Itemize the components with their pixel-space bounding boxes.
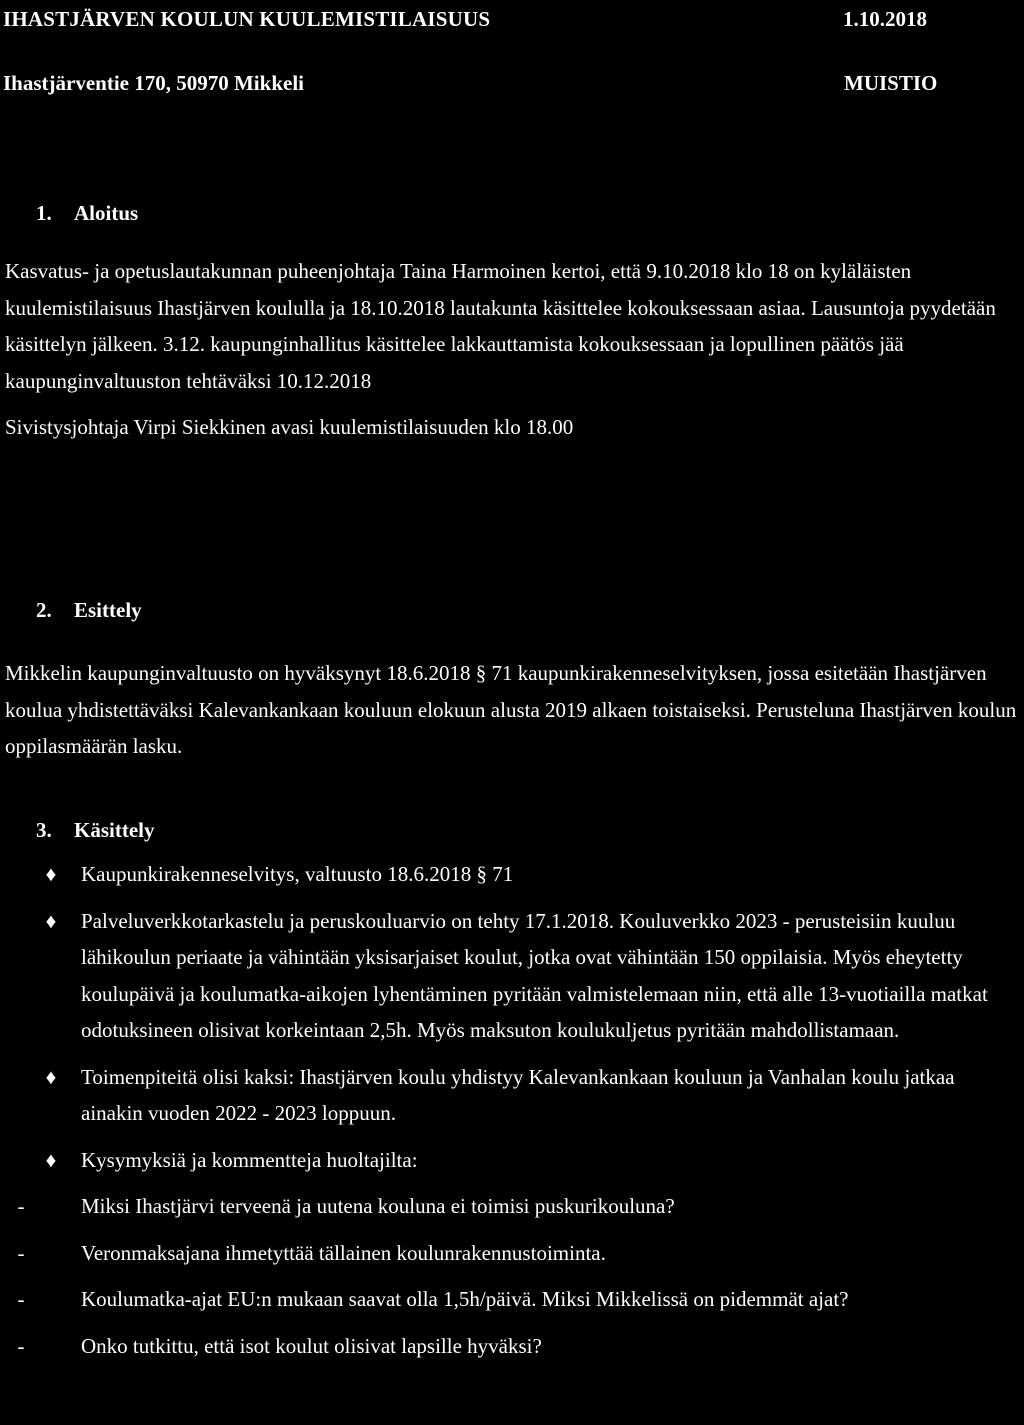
section-2-heading [36, 598, 142, 622]
list-item [5, 1188, 1021, 1225]
list-item-text: Kysymyksiä ja kommentteja huoltajilta: [81, 1147, 418, 1172]
dash-bullet-icon: - [17, 1287, 25, 1311]
section-number: 1. [36, 201, 52, 225]
list-item [5, 1142, 1021, 1179]
list-item [5, 1235, 1021, 1272]
list-item-text: Miksi Ihastjärvi terveenä ja uutena kouluna ei toimisi puskurikouluna? [81, 1194, 675, 1218]
document-organization: IHASTJÄRVEN KOULUN KUULEMISTILAISUUS [3, 7, 491, 31]
document-type: MUISTIO [844, 71, 938, 95]
list-item [5, 1328, 1021, 1365]
section-number: 2. [36, 598, 52, 622]
paragraph: Sivistysjohtaja Virpi Siekkinen avasi kuulemistilaisuuden klo 18.00 [5, 415, 574, 439]
section-number: 3. [36, 818, 52, 842]
list-item [5, 1059, 1021, 1132]
list-item-text: Kaupunkirakenneselvitys, valtuusto 18.6.2018 § 71 [81, 862, 514, 886]
diamond-bullet-icon: ♦ [45, 1064, 57, 1089]
section-title: Aloitus [74, 201, 139, 225]
dash-bullet-icon: - [17, 1194, 25, 1218]
list-item-text: Toimenpiteitä olisi kaksi: Ihastjärven koulu yhdistyy Kalevankankaan kouluun ja Vanhalan koulu jatkaa ainakin vuoden 2022 - 2023 loppuun. [81, 1064, 955, 1125]
dash-bullet-icon: - [17, 1240, 25, 1265]
document-date: 1.10.2018 [843, 7, 927, 31]
document-address: Ihastjärventie 170, 50970 Mikkeli [3, 71, 304, 95]
list-item-text: Onko tutkittu, että isot koulut olisivat lapsille hyväksi? [81, 1333, 542, 1358]
list-item-text: Palveluverkkotarkastelu ja peruskouluarvio on tehty 17.1.2018. Kouluverkko 2023 - perusteisiin kuuluu lähikoulun periaate ja vähintään yksisarjaiset koulut, jotka ovat vähintään 150 oppilaisia. Myös eheytetty koulupäivä ja koulumatka-aikojen lyhentäminen pyritään valmistelemaan niin, että alle 13-vuotiailla matkat odotuksineen olisivat korkeintaan 2,5h. Myös maksuton koulukuljetus pyritään mahdollistamaan. [81, 908, 988, 1042]
diamond-bullet-icon: ♦ [45, 1147, 57, 1172]
section-title: Käsittely [74, 818, 155, 842]
section-title: Esittely [74, 598, 142, 622]
paragraph: Mikkelin kaupunginvaltuusto on hyväksynyt 18.6.2018 § 71 kaupunkirakenneselvityksen, jossa esitetään Ihastjärven koulua yhdistettäväksi Kalevankankaan kouluun elokuun alusta 2019 alkaen toistaiseksi. Perusteluna Ihastjärven koulun oppilasmäärän lasku. [5, 661, 1017, 758]
section-3-heading [36, 818, 154, 842]
section-1-body [5, 253, 1021, 446]
list-item [5, 903, 1021, 1049]
diamond-bullet-icon: ♦ [45, 862, 57, 886]
list-item [5, 1281, 1021, 1318]
list-item-text: Veronmaksajana ihmetyttää tällainen koulunrakennustoiminta. [81, 1240, 606, 1265]
section-3-list [5, 856, 1021, 1364]
list-item [5, 856, 1021, 893]
diamond-bullet-icon: ♦ [45, 908, 57, 933]
list-item-text: Koulumatka-ajat EU:n mukaan saavat olla 1,5h/päivä. Miksi Mikkelissä on pidemmät ajat? [81, 1287, 849, 1311]
section-1-heading [36, 201, 138, 225]
paragraph: Kasvatus- ja opetuslautakunnan puheenjohtaja Taina Harmoinen kertoi, että 9.10.2018 klo 18 on kyläläisten kuulemistilaisuus Ihastjärven koululla ja 18.10.2018 lautakunta käsittelee kokouksessaan asiaa. Lausuntoja pyydetään käsittelyn jälkeen. 3.12. kaupunginhallitus käsittelee lakkauttamista kokouksessaan ja lopullinen päätös jää kaupunginvaltuuston tehtäväksi 10.12.2018 [5, 259, 996, 393]
section-2-body [5, 655, 1021, 765]
dash-bullet-icon: - [17, 1333, 25, 1358]
